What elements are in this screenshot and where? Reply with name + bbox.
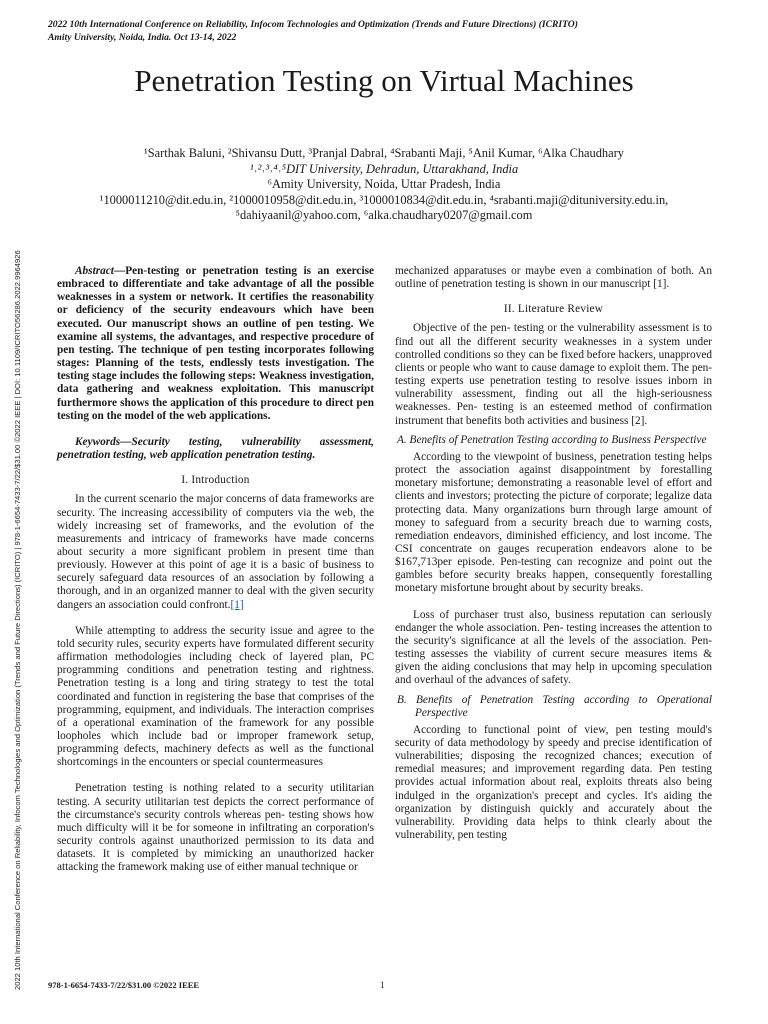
doi-sidebar: 2022 10th International Conference on Reliability, Infocom Technologies and Optimization (Trends and Future Directions) (ICRITO) | 978-1-6654-7433-7/22/$31.00 ©2022 IEEE | DOI: 10.1109/ICRITO56286.2022.9964926 [13, 250, 22, 990]
keywords-text: —Security testing, vulnerability assessment, penetration testing, web application penetration testing. [57, 435, 374, 462]
intro-paragraph-1 [57, 493, 374, 611]
author-block [60, 146, 708, 224]
trust-paragraph: Loss of purchaser trust also, business reputation can seriously endanger the whole association. Pen- testing increases the attention to the security's significance at all the levels of the association. Pen- testing assesses the viability of current secure measures items & given the aiding conclusions that may help in upcoming speculation and overhaul of the advances of safety. [395, 608, 712, 687]
intro-paragraph-1-text: In the current scenario the major concerns of data frameworks are security. The increasing accessibility of computers via the web, the widely increasing set of frameworks, and the evolution of the measurements and intricacy of frameworks have made concerns about security a more significant problem in present time than previously. However at this point of age it is a basic of business to securely safeguard data resources of an association by following a thorough, and in an organized manner to deal with the given security dangers an association could confront. [57, 493, 374, 611]
conference-line-1: 2022 10th International Conference on Reliability, Infocom Technologies and Optimization (Trends and Future Directions) (ICRITO) [48, 19, 578, 30]
business-paragraph: According to the viewpoint of business, penetration testing helps protect the association against disappointment by forestalling monetary misfortune; demonstrating a reasonable level of effort and clients and investors; protecting the picture of corporate; legalize data protecting data. Many organizations burn through large amount of money to safeguard from a security breach due to warning costs, remediation endeavors, diminished efficiency, and lost income. The CSI concentrate on gauges recuperation endeavors alone to be $167,713per episode. Pen-testing can recognize and point out the gambles before security breaks happen, consequently forestalling monetary misfortune brought about by security breaks. [395, 450, 712, 595]
section-heading-literature-review: II. Literature Review [503, 303, 604, 316]
author-names: ¹Sarthak Baluni, ²Shivansu Dutt, ³Pranjal Dabral, ⁴Srabanti Maji, ⁵Anil Kumar, ⁶Alka Chaudhary [144, 146, 624, 160]
affiliation-2: ⁶Amity University, Noida, Uttar Pradesh, India [267, 177, 501, 192]
conference-line-2: Amity University, Noida, India. Oct 13-14, 2022 [48, 32, 237, 43]
abstract [57, 265, 374, 423]
citation-link[interactable]: [1] [230, 598, 244, 611]
keywords [57, 436, 374, 462]
conference-header [48, 18, 728, 44]
author-emails-1: ¹1000011210@dit.edu.in, ²1000010958@dit.edu.in, ³1000010834@dit.edu.in, ⁴srabanti.maji@dituniversity.edu.in, [99, 192, 669, 207]
affiliation-1: ¹˒²˒³˒⁴˒⁵DIT University, Dehradun, Uttarakhand, India [249, 161, 519, 176]
author-emails-2: ⁵dahiyaanil@yahoo.com, ⁶alka.chaudhary0207@gmail.com [235, 208, 533, 223]
paper-title: Penetration Testing on Virtual Machines [134, 63, 634, 98]
footer-isbn: 978-1-6654-7433-7/22/$31.00 ©2022 IEEE [48, 980, 200, 990]
right-column [395, 265, 712, 842]
literature-paragraph-1: Objective of the pen- testing or the vulnerability assessment is to find out all the different security weaknesses in a system under controlled conditions so they can be fixed before hackers, unapproved clients or people who want to cause damage to exploit them. The pen-testing experts use penetration testing to resolve issues inborn in vulnerability assessment, finding out all the high-seriousness weaknesses. Pen- testing is an esteemed method of confirmation instrument that benefits both activities and business [2]. [395, 322, 712, 427]
subsection-heading-b: B. Benefits of Penetration Testing according to Operational Perspective [397, 693, 712, 719]
right-paragraph-0: mechanized apparatuses or maybe even a combination of both. An outline of penetration testing is shown in our manuscript [1]. [395, 265, 712, 291]
abstract-label: Abstract [75, 265, 114, 277]
intro-paragraph-3: Penetration testing is nothing related to a security utilitarian testing. A security utilitarian test depicts the correct performance of the circumstance's security controls whereas pen- testing shows how much difficulty will it be for someone in infiltrating an corporation's security controls against unauthorized permission to its data and datasets. It is completed by mimicking an unauthorized hacker attacking the framework making use of either manual technique or [57, 782, 374, 874]
section-heading-introduction: I. Introduction [181, 474, 250, 487]
page-number: 1 [380, 980, 385, 990]
keywords-label: Keywords [75, 435, 121, 448]
left-column [57, 265, 374, 875]
abstract-text: —Pen-testing or penetration testing is an exercise embraced to differentiate and take advantage of all the possible weaknesses in a system or network. It certifies the reasonability or deficiency of the security endeavours which have been executed. Our manuscript shows an outline of pen testing. We examine all systems, the advantages, and respective procedure of pen testing. The technique of pen testing incorporates following stages: Planning of the tests, endlessly tests investigation. The testing stage includes the following steps: Weakness investigation, data gathering and weakness exploitation. This manuscript furthermore shows the application of this procedure to direct pen testing on the model of the web applications. [57, 265, 374, 422]
intro-paragraph-2: While attempting to address the security issue and agree to the told security rules, security experts have formulated different security affirmation methodologies including check of layered plan, PC programming conditions and penetration testing and rightness. Penetration testing is a long and tiring strategy to test the total coordinated and function in registering the base that comprises of the programming, equipment, and individuals. The interaction comprises of a operational examination of the framework for any possible loopholes which include bad or improper framework setup, programming defects, machinery defects as well as the functional shortcomings in the encounters or special countermeasures [57, 624, 374, 769]
subsection-heading-a: A. Benefits of Penetration Testing according to Business Perspective [397, 433, 707, 446]
operational-paragraph: According to functional point of view, pen testing mould's security of data methodology by speedy and precise identification of vulnerabilities; disposing the recognized chances; execution of remedial measures; and improvement regarding data. Pen testing provides actual information about real, exploits threats also being indulged in the organization's precept and cycles. It's aiding the organization by distinguish quickly and accurately about the vulnerability. Providing data helps to think clearly about the vulnerability, pen testing [395, 723, 712, 842]
